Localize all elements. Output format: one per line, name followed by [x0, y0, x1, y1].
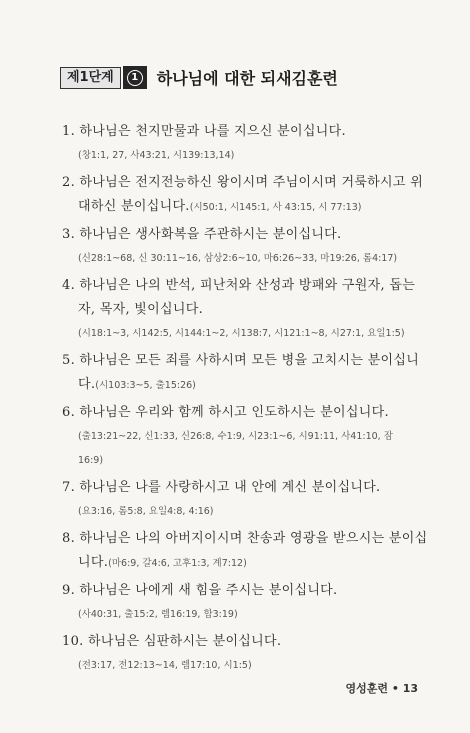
item-text: 8. 하나님은 나의 아버지이시며 찬송과 영광을 받으시는 분이십: [62, 531, 428, 546]
page-footer: [345, 680, 418, 696]
item-references-cont: 16:9): [78, 455, 104, 466]
item-references: (요3:16, 롬5:8, 요일4:8, 4:16): [78, 506, 214, 517]
item-text: 10. 하나님은 심판하시는 분이십니다.: [62, 634, 282, 649]
footer-bullet: •: [391, 682, 399, 695]
step-number-box: [123, 66, 147, 89]
item-references: (전3:17, 전12:13~14, 렘17:10, 시1:5): [78, 660, 252, 671]
list-item: [62, 401, 422, 473]
item-references: (시103:3~5, 출15:26): [95, 380, 196, 391]
item-text: 3. 하나님은 생사화복을 주관하시는 분이십니다.: [62, 227, 342, 242]
step-number: 1: [127, 70, 143, 86]
item-references: (시18:1~3, 시142:5, 시144:1~2, 시138:7, 시121:1~8, 시27:1, 요일1:5): [78, 328, 405, 339]
list-item: [62, 120, 422, 168]
item-text-cont: [62, 195, 422, 220]
list-item: [62, 579, 422, 627]
item-text: 9. 하나님은 나에게 새 힘을 주시는 분이십니다.: [62, 583, 338, 598]
item-text-cont: [62, 551, 422, 576]
item-text: 2. 하나님은 전지전능하신 왕이시며 주님이시며 거룩하시고 위: [62, 175, 424, 190]
list-item: [62, 171, 422, 220]
item-text: 5. 하나님은 모든 죄를 사하시며 모든 병을 고치시는 분이십니: [62, 353, 420, 368]
step-label: 제1단계: [60, 67, 121, 89]
item-text-cont: 자, 목자, 빛이십니다.: [78, 302, 204, 317]
item-text: 1. 하나님은 천지만물과 나를 지으신 분이십니다.: [62, 124, 346, 139]
item-text: 6. 하나님은 우리와 함께 하시고 인도하시는 분이십니다.: [62, 405, 389, 420]
item-references: (마6:9, 갈4:6, 고후1:3, 계7:12): [108, 558, 247, 569]
item-references: (시50:1, 시145:1, 사 43:15, 시 77:13): [189, 202, 362, 213]
item-references: (창1:1, 27, 사43:21, 시139:13,14): [78, 150, 235, 161]
page-number: 13: [402, 682, 418, 695]
list-item: [62, 274, 422, 346]
item-text-cont-text: 대하신 분이십니다.: [78, 199, 190, 214]
item-references: (출13:21~22, 신1:33, 신26:8, 수1:9, 시23:1~6, 시91:11, 사41:10, 잠: [78, 431, 393, 442]
list-item: [62, 349, 422, 398]
statement-list: [62, 120, 428, 681]
item-text: 7. 하나님은 나를 사랑하시고 내 안에 계신 분이십니다.: [62, 480, 381, 495]
item-text-cont-text: 니다.: [78, 555, 109, 570]
footer-section: 영성훈련: [345, 682, 388, 695]
list-item: [62, 630, 422, 678]
list-item: [62, 223, 422, 271]
item-text-cont: [62, 373, 422, 398]
item-references: (사40:31, 출15:2, 렘16:19, 합3:19): [78, 609, 238, 620]
item-text-cont-text: 다.: [78, 377, 96, 392]
section-title: 하나님에 대한 되새김훈련: [156, 69, 338, 88]
item-references: (신28:1~68, 신 30:11~16, 삼상2:6~10, 마6:26~33, 마19:26, 롬4:17): [78, 253, 398, 264]
list-item: [62, 476, 422, 524]
list-item: [62, 527, 428, 576]
section-header: [60, 66, 338, 89]
item-text: 4. 하나님은 나의 반석, 피난처와 산성과 방패와 구원자, 돕는: [62, 278, 416, 293]
